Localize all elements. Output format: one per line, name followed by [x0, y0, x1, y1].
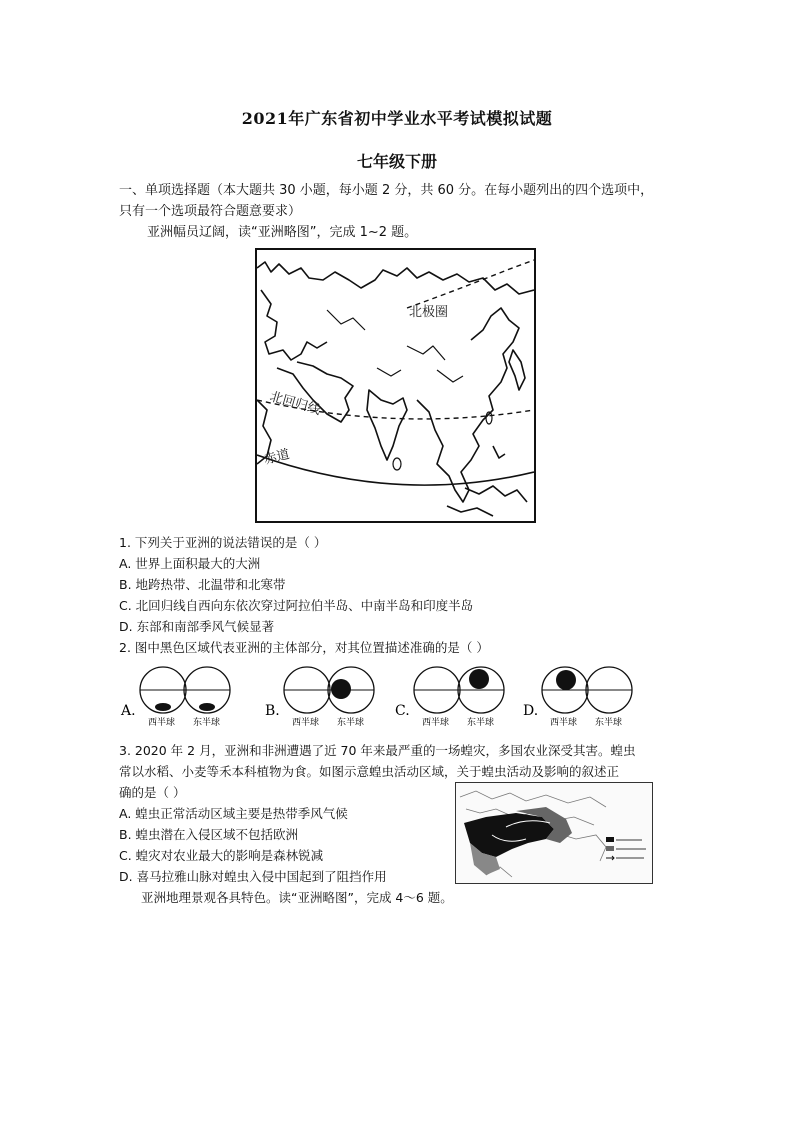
q1-option-b: B. 地跨热带、北温带和北寒带: [119, 577, 286, 592]
q3-stem-line2: 常以水稻、小麦等禾本科植物为食。如图示意蝗虫活动区域，关于蝗虫活动及影响的叙述正: [119, 764, 620, 779]
q2-option-a-figure: [120, 667, 230, 728]
section-heading-line2: 只有一个选项最符合题意要求）: [119, 204, 302, 219]
q2-stem: 2. 图中黑色区域代表亚洲的主体部分，对其位置描述准确的是（ ）: [119, 640, 489, 655]
q1-stem: 1. 下列关于亚洲的说法错误的是（ ）: [119, 535, 327, 550]
q2-option-a-west-label: 西半球: [148, 718, 176, 728]
q2-option-d-west-label: 西半球: [550, 718, 578, 728]
q2-option-a-black-area-west: [155, 703, 171, 711]
q2-option-a-black-area-east: [199, 703, 215, 711]
arctic-circle-label: 北极圈: [409, 305, 449, 320]
q1-option-a: A. 世界上面积最大的大洲: [119, 556, 261, 571]
locust-activity-map: [455, 782, 653, 884]
q2-option-b-figure: [265, 667, 374, 728]
q2-option-d-east-label: 东半球: [595, 718, 623, 728]
asia-map-figure: [255, 248, 536, 523]
q2-option-c-letter: C.: [395, 703, 410, 719]
page-title: 2021年广东省初中学业水平考试模拟试题: [241, 109, 553, 128]
q2-hemisphere-options: [115, 665, 645, 730]
q2-option-b-black-area: [331, 679, 351, 699]
q3-option-c: C. 蝗灾对农业最大的影响是森林锐减: [119, 848, 324, 863]
islands-outline: [465, 486, 527, 502]
q2-option-c-east-label: 东半球: [467, 718, 495, 728]
q2-option-a-letter: A.: [121, 703, 136, 719]
q3-stem-line1: 3. 2020 年 2 月，亚洲和非洲遭遇了近 70 年来最严重的一场蝗灾，多国农业深受其害。蝗虫: [119, 743, 636, 758]
q1-option-d: D. 东部和南部季风气候显著: [119, 619, 275, 634]
next-section-intro: 亚洲地理景观各具特色。读“亚洲略图”，完成 4～6 题。: [141, 890, 453, 905]
asia-map-drawing: [257, 250, 534, 521]
q2-option-b-letter: B.: [265, 703, 280, 719]
q2-option-b-east-label: 东半球: [337, 718, 365, 728]
india-outline: [367, 390, 407, 460]
indochina-outline: [417, 308, 519, 502]
arctic-circle-line: [407, 260, 534, 308]
europe-outline: [261, 290, 327, 360]
q2-option-d-black-area: [556, 670, 576, 690]
q2-option-c-west-label: 西半球: [422, 718, 450, 728]
north-coastline: [257, 262, 534, 294]
q2-option-b-west-label: 西半球: [292, 718, 320, 728]
q3-option-b: B. 蝗虫潜在入侵区域不包括欧洲: [119, 827, 299, 842]
tropic-of-cancer-label: 北回归线: [267, 389, 323, 419]
q1-option-c: C. 北回归线自西向东依次穿过阿拉伯半岛、中南半岛和印度半岛: [119, 598, 474, 613]
q2-option-a-east-label: 东半球: [193, 718, 221, 728]
section-heading-line1: 一、单项选择题（本大题共 30 小题，每小题 2 分，共 60 分。在每小题列出的四个选项中，: [119, 183, 654, 198]
q3-stem-line3: 确的是（ ）: [119, 785, 186, 800]
section-intro: 亚洲幅员辽阔，读“亚洲略图”，完成 1~2 题。: [147, 225, 418, 240]
japan-outline: [509, 350, 525, 390]
page-subtitle: 七年级下册: [356, 152, 437, 171]
q2-option-d-figure: [523, 667, 632, 728]
q2-option-c-figure: [395, 667, 504, 728]
q2-option-d-letter: D.: [523, 703, 539, 719]
equator-label: 赤道: [262, 447, 292, 468]
q3-option-d: D. 喜马拉雅山脉对蝗虫入侵中国起到了阻挡作用: [119, 869, 387, 884]
locust-map-drawing: [456, 783, 652, 883]
q3-option-a: A. 蝗虫正常活动区域主要是热带季风气候: [119, 806, 348, 821]
q2-option-c-black-area: [469, 669, 489, 689]
